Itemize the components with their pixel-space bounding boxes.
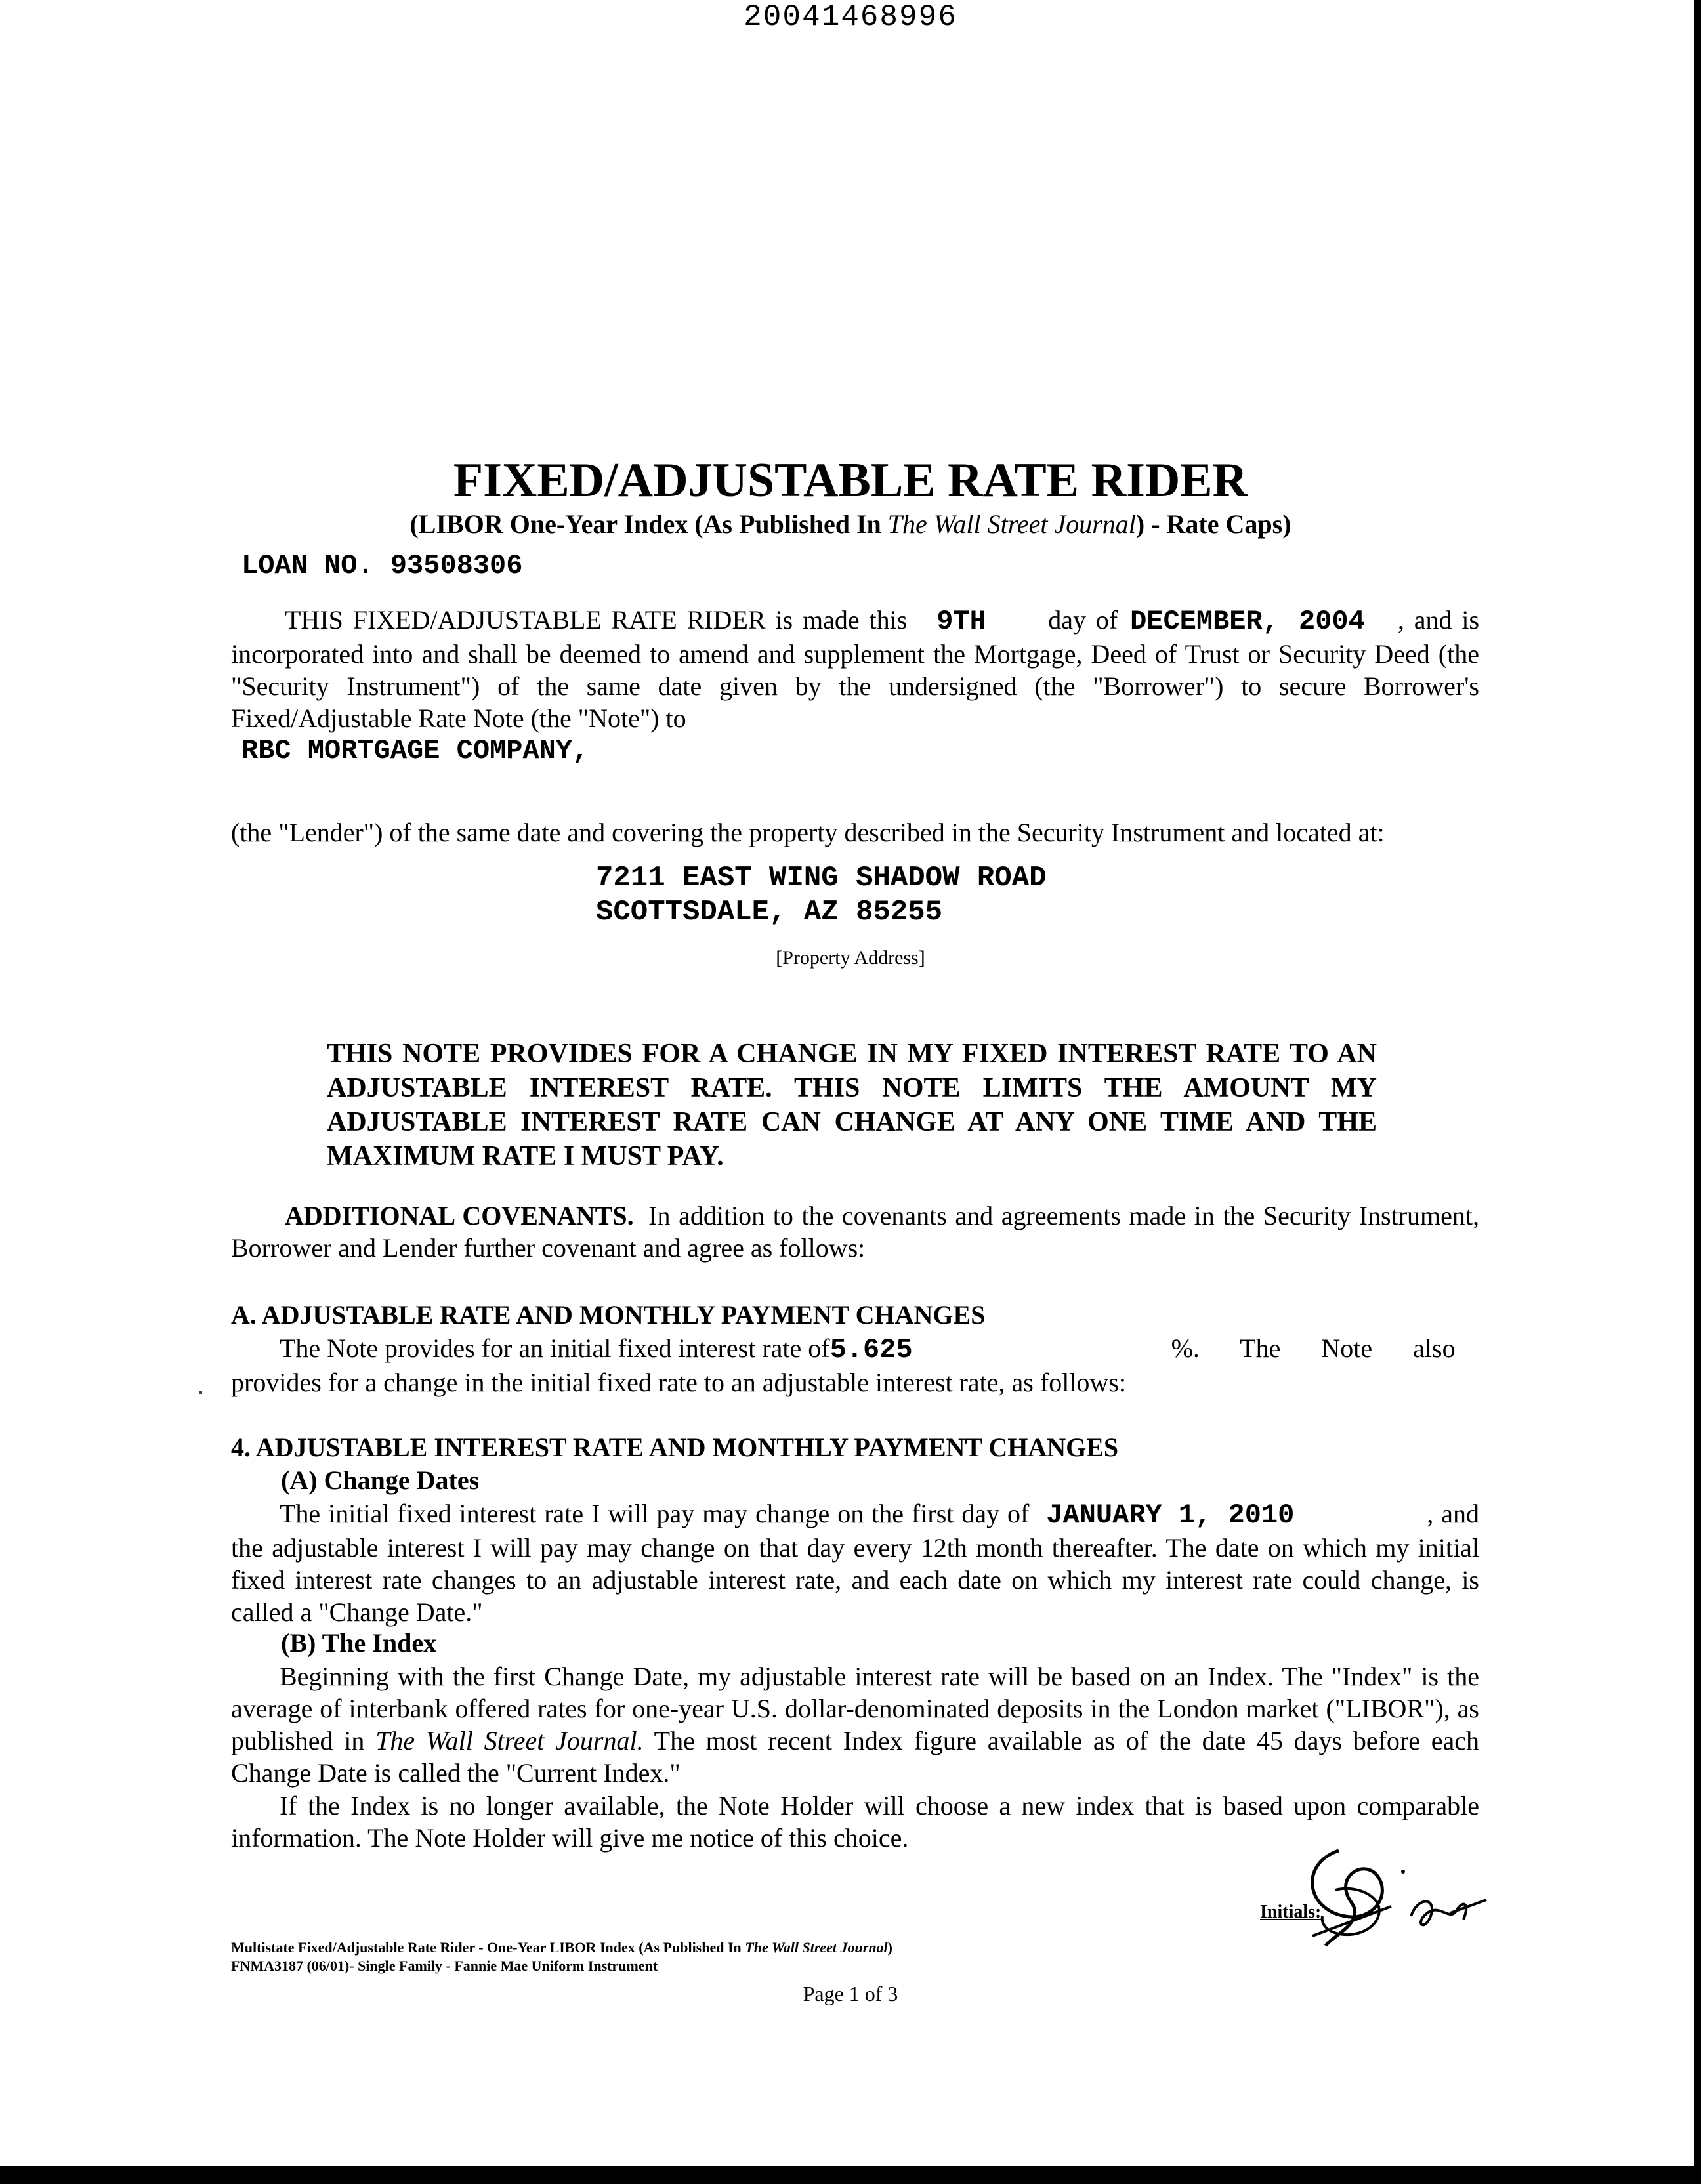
page-subtitle: (LIBOR One-Year Index (As Published In The Wall Street Journal) - Rate Caps) xyxy=(410,509,1292,539)
index-unavailable-text: If the Index is no longer available, the Note Holder will choose a new index that is based upon comparable information. The Note Holder will give me notice of this choice. xyxy=(231,1791,1479,1853)
section-a-text: The Note provides for an initial fixed interest rate of5.625 %. The Note also provides for a change in the initial fixed rate to an adjustable interest rate, as follows: xyxy=(231,1334,1456,1397)
section-a-heading: A. ADJUSTABLE RATE AND MONTHLY PAYMENT CHANGES xyxy=(231,1300,986,1330)
initials-signature xyxy=(1260,1838,1496,1949)
index-text: Beginning with the first Change Date, my adjustable interest rate will be based on an Index. The "Index" is the average of interbank offered rates for one-year U.S. dollar-denominated deposits in the London market ("LIBOR"), as published in The Wall Street Journal. The most recent Index figure available as of the date 45 days before each Change Date is called the "Current Index." xyxy=(231,1662,1480,1788)
scan-border-right xyxy=(1694,0,1701,2184)
address-line-1: 7211 EAST WING SHADOW ROAD xyxy=(596,862,1047,894)
rider-month-year: DECEMBER, 2004 xyxy=(1130,606,1365,637)
initials-label: Initials: xyxy=(1260,1902,1322,1922)
covenants-heading: ADDITIONAL COVENANTS. xyxy=(285,1201,634,1230)
lender-name: RBC MORTGAGE COMPANY, xyxy=(242,735,589,766)
rate-change-notice: THIS NOTE PROVIDES FOR A CHANGE IN MY FIXED INTEREST RATE TO AN ADJUSTABLE INTEREST RATE. THIS NOTE LIMITS THE AMOUNT MY ADJUSTABLE INTEREST RATE CAN CHANGE AT ANY ONE TIME AND THE MAXIMUM RATE I MUST PAY. xyxy=(327,1039,1377,1171)
page-number: Page 1 of 3 xyxy=(803,1982,898,2006)
footer-form-id: FNMA3187 (06/01)- Single Family - Fannie Mae Uniform Instrument xyxy=(231,1958,658,1974)
footer-form-title: Multistate Fixed/Adjustable Rate Rider - One-Year LIBOR Index (As Published In The Wall Street Journal) xyxy=(231,1939,892,1956)
initial-rate: 5.625 xyxy=(830,1334,913,1366)
scan-speck xyxy=(200,1391,202,1394)
property-address-label: [Property Address] xyxy=(776,947,925,969)
lender-line: (the "Lender") of the same date and covering the property described in the Security Instrument and located at: xyxy=(231,818,1385,847)
page-title: FIXED/ADJUSTABLE RATE RIDER xyxy=(453,453,1248,507)
property-address xyxy=(596,861,1047,929)
section-4-heading: 4. ADJUSTABLE INTEREST RATE AND MONTHLY PAYMENT CHANGES xyxy=(231,1433,1119,1462)
rider-day: 9TH xyxy=(936,606,986,637)
index-heading: (B) The Index xyxy=(281,1628,437,1658)
loan-number: LOAN NO. 93508306 xyxy=(242,550,523,581)
intro-paragraph: THIS FIXED/ADJUSTABLE RATE RIDER is made this 9TH day of DECEMBER, 2004 , and is incorporated into and shall be deemed to amend and supplement the Mortgage, Deed of Trust or Security Deed (the "Security Instrument") of the same date given by the undersigned (the "Borrower") to secure Borrower's Fixed/Adjustable Rate Note (the "Note") to xyxy=(231,605,1480,733)
first-change-date: JANUARY 1, 2010 xyxy=(1046,1500,1295,1531)
additional-covenants: ADDITIONAL COVENANTS. In addition to the covenants and agreements made in the Security Instrument, Borrower and Lender further covenant and agree as follows: xyxy=(231,1201,1480,1263)
change-dates-text: The initial fixed interest rate I will pay may change on the first day of JANUARY 1, 2010 , and the adjustable interest I will pay may change on that day every 12th month thereafter. The date on which my initial fixed interest rate changes to an adjustable interest rate, and each date on which my interest rate could change, is called a "Change Date." xyxy=(231,1499,1480,1627)
initials-scribble-icon xyxy=(1260,1838,1496,1949)
document-id: 20041468996 xyxy=(744,0,957,34)
change-dates-heading: (A) Change Dates xyxy=(281,1465,480,1495)
scan-border-bottom xyxy=(0,2166,1701,2184)
address-line-2: SCOTTSDALE, AZ 85255 xyxy=(596,896,943,929)
